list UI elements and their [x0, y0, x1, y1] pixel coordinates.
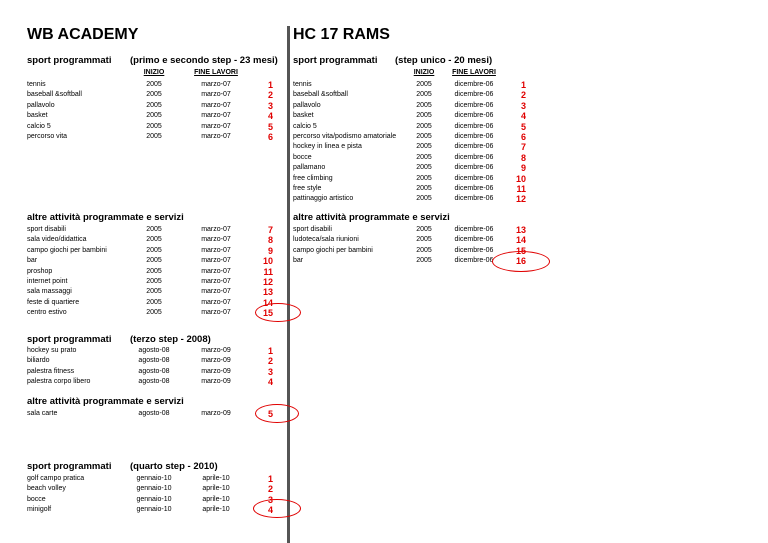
- table-row: [0, 225, 768, 235]
- item-number: 1: [267, 80, 273, 90]
- table-row: [0, 495, 768, 505]
- table-row: [0, 377, 768, 387]
- start-date: 2005: [416, 153, 432, 161]
- start-date: agosto-08: [138, 357, 170, 365]
- start-date: 2005: [416, 236, 432, 244]
- end-date: aprile-10: [202, 495, 230, 503]
- start-date: agosto-08: [138, 378, 170, 386]
- table-row: [0, 90, 768, 100]
- item-number: 10: [515, 173, 526, 184]
- start-date: gennaio-10: [136, 495, 172, 503]
- item-number: 5: [520, 121, 526, 132]
- activity-name: biliardo: [27, 357, 50, 365]
- item-number: 15: [262, 308, 273, 319]
- item-number: 4: [267, 377, 273, 388]
- start-date: 2005: [146, 122, 162, 130]
- table-row: [0, 174, 768, 184]
- table-row: [0, 308, 768, 318]
- start-date: 2005: [146, 267, 162, 275]
- end-date: dicembre-06: [454, 236, 494, 244]
- left-block2-heading: altre attività programmate e servizi: [27, 212, 184, 223]
- wb-academy-title: WB ACADEMY: [27, 26, 139, 43]
- table-row: [0, 367, 768, 377]
- item-number: 2: [267, 356, 273, 367]
- end-date: marzo-07: [201, 267, 231, 275]
- end-date: dicembre-06: [454, 101, 494, 109]
- start-date: 2005: [146, 81, 162, 88]
- hc17-rams-title: HC 17 RAMS: [293, 26, 390, 43]
- activity-name: sala video/didattica: [27, 236, 87, 244]
- activity-name: beach volley: [27, 485, 66, 493]
- item-number: 14: [262, 297, 273, 308]
- end-date: marzo-09: [201, 347, 231, 354]
- right-block2-heading: altre attività programmate e servizi: [293, 212, 450, 223]
- activity-name: sport disabili: [293, 226, 332, 233]
- right-block1-subheading: (step unico - 20 mesi): [395, 55, 493, 66]
- start-date: 2005: [416, 226, 432, 233]
- item-number: 7: [520, 142, 526, 153]
- table-row: [0, 256, 768, 266]
- item-number: 1: [520, 80, 526, 90]
- end-date: dicembre-06: [454, 122, 494, 130]
- activity-name: campo giochi per bambini: [293, 246, 373, 254]
- activity-name: baseball &softball: [27, 91, 82, 99]
- start-date: 2005: [416, 174, 432, 182]
- activity-name: basket: [293, 112, 314, 120]
- item-number: 4: [267, 111, 273, 122]
- start-date: 2005: [416, 164, 432, 172]
- end-date: marzo-07: [201, 298, 231, 306]
- activity-name: minigolf: [27, 506, 52, 514]
- table-row: [0, 356, 768, 366]
- item-number: 12: [515, 194, 526, 205]
- end-date: dicembre-06: [454, 112, 494, 120]
- item-number: 3: [267, 100, 273, 111]
- activity-name: bar: [293, 257, 304, 265]
- start-date: 2005: [146, 288, 162, 296]
- start-date: 2005: [416, 195, 432, 203]
- item-number: 4: [267, 505, 273, 516]
- item-number: 9: [520, 163, 526, 174]
- end-date: marzo-07: [201, 236, 231, 244]
- activity-name: percorso vita/podismo amatoriale: [293, 133, 397, 140]
- highlight-circle-4: [253, 499, 301, 518]
- start-date: gennaio-10: [136, 475, 172, 482]
- start-date: 2005: [146, 133, 162, 140]
- table-row: [0, 246, 768, 256]
- end-date: marzo-07: [201, 257, 231, 265]
- item-number: 15: [515, 245, 526, 256]
- left-block5-heading: sport programmati: [27, 461, 112, 472]
- start-date: 2005: [416, 133, 432, 140]
- left-block4-heading: altre attività programmate e servizi: [27, 396, 184, 407]
- activity-name: internet point: [27, 278, 68, 285]
- table-row: [0, 505, 768, 515]
- start-date: 2005: [146, 236, 162, 244]
- end-date: marzo-07: [201, 122, 231, 130]
- table-row: [0, 194, 768, 204]
- end-date: dicembre-06: [454, 257, 494, 265]
- activity-name: palestra corpo libero: [27, 378, 91, 386]
- activity-name: calcio 5: [293, 122, 317, 130]
- left-block5-subheading: (quarto step - 2010): [130, 461, 218, 472]
- activity-name: bocce: [27, 495, 46, 503]
- left-block1-subheading: (primo e secondo step - 23 mesi): [130, 55, 278, 66]
- activity-name: basket: [27, 112, 48, 120]
- table-row: [0, 132, 768, 142]
- start-date: 2005: [146, 91, 162, 99]
- activity-name: pallamano: [293, 164, 326, 172]
- highlight-circle-5: [255, 404, 299, 423]
- end-date: dicembre-06: [454, 226, 494, 233]
- table-row: [0, 111, 768, 121]
- start-date: 2005: [146, 298, 162, 306]
- end-date: dicembre-06: [454, 195, 494, 203]
- activity-name: bocce: [293, 153, 312, 161]
- table-row: [0, 474, 768, 484]
- item-number: 11: [516, 184, 526, 194]
- activity-name: hockey in linea e pista: [293, 143, 362, 151]
- item-number: 2: [520, 90, 526, 101]
- table-row: [0, 80, 768, 90]
- item-number: 13: [262, 287, 273, 298]
- activity-name: sala carte: [27, 410, 58, 417]
- item-number: 3: [520, 100, 526, 111]
- start-date: 2005: [416, 91, 432, 99]
- activity-name: palestra fitness: [27, 367, 75, 375]
- activity-name: pallavolo: [27, 101, 55, 109]
- item-number: 12: [262, 277, 273, 287]
- start-date: gennaio-10: [136, 506, 172, 514]
- table-row: [0, 142, 768, 152]
- left-block3-subheading: (terzo step - 2008): [130, 334, 211, 345]
- activity-name: baseball &softball: [293, 91, 348, 99]
- start-date: 2005: [416, 246, 432, 254]
- item-number: 5: [267, 409, 273, 419]
- activity-name: sala massaggi: [27, 288, 72, 296]
- table-row: [0, 277, 768, 287]
- item-number: 6: [520, 132, 526, 142]
- item-number: 5: [267, 121, 273, 132]
- item-number: 1: [267, 346, 273, 356]
- highlight-circle-16: [492, 251, 550, 272]
- start-date: gennaio-10: [136, 485, 172, 493]
- table-row: [0, 163, 768, 173]
- table-row: [0, 484, 768, 494]
- start-date: agosto-08: [138, 347, 170, 354]
- activity-name: pallavolo: [293, 101, 321, 109]
- start-date: agosto-08: [138, 367, 170, 375]
- item-number: 6: [267, 132, 273, 142]
- start-date: 2005: [146, 246, 162, 254]
- start-date: 2005: [146, 309, 162, 317]
- activity-name: free style: [293, 185, 322, 192]
- start-date: 2005: [146, 226, 162, 233]
- end-date: aprile-10: [202, 485, 230, 493]
- end-date: marzo-09: [201, 378, 231, 386]
- start-date: 2005: [416, 112, 432, 120]
- left-col-end-header: FINE LAVORI: [194, 69, 238, 76]
- end-date: marzo-07: [201, 133, 231, 140]
- left-block3-heading: sport programmati: [27, 334, 112, 345]
- end-date: aprile-10: [202, 506, 230, 514]
- table-row: [0, 267, 768, 277]
- item-number: 2: [267, 484, 273, 495]
- activity-name: percorso vita: [27, 133, 68, 140]
- table-row: [0, 184, 768, 194]
- end-date: dicembre-06: [454, 143, 494, 151]
- end-date: dicembre-06: [454, 133, 494, 140]
- item-number: 11: [263, 266, 273, 277]
- activity-name: bar: [27, 257, 38, 265]
- item-number: 1: [267, 474, 273, 484]
- table-row: [0, 409, 768, 419]
- start-date: 2005: [146, 112, 162, 120]
- end-date: dicembre-06: [454, 174, 494, 182]
- start-date: 2005: [146, 278, 162, 285]
- start-date: 2005: [416, 122, 432, 130]
- end-date: dicembre-06: [454, 185, 494, 192]
- table-row: [0, 287, 768, 297]
- start-date: 2005: [146, 257, 162, 265]
- item-number: 14: [515, 235, 526, 246]
- item-number: 3: [267, 494, 273, 505]
- item-number: 13: [515, 225, 526, 235]
- item-number: 10: [262, 256, 273, 267]
- end-date: marzo-09: [201, 410, 231, 417]
- right-block1-heading: sport programmati: [293, 55, 378, 66]
- left-block1-heading: sport programmati: [27, 55, 112, 66]
- activity-name: proshop: [27, 267, 53, 275]
- table-row: [0, 101, 768, 111]
- item-number: 9: [267, 245, 273, 256]
- table-row: [0, 298, 768, 308]
- table-row: [0, 346, 768, 356]
- end-date: marzo-07: [201, 226, 231, 233]
- activity-name: hockey su prato: [27, 347, 77, 354]
- table-row: [0, 122, 768, 132]
- item-number: 8: [520, 152, 526, 163]
- activity-name: ludoteca/sala riunioni: [293, 236, 359, 244]
- item-number: 7: [267, 225, 273, 235]
- right-col-start-header: INIZIO: [413, 69, 435, 76]
- item-number: 8: [267, 235, 273, 246]
- end-date: marzo-07: [201, 91, 231, 99]
- end-date: marzo-07: [201, 309, 231, 317]
- end-date: marzo-07: [201, 81, 231, 88]
- end-date: dicembre-06: [454, 153, 494, 161]
- right-col-end-header: FINE LAVORI: [452, 69, 496, 76]
- start-date: 2005: [146, 101, 162, 109]
- activity-name: pattinaggio artistico: [293, 195, 354, 203]
- activity-name: feste di quartiere: [27, 298, 80, 306]
- end-date: marzo-09: [201, 367, 231, 375]
- end-date: dicembre-06: [454, 164, 494, 172]
- end-date: marzo-07: [201, 288, 231, 296]
- end-date: dicembre-06: [454, 91, 494, 99]
- end-date: dicembre-06: [454, 81, 494, 88]
- end-date: marzo-07: [201, 246, 231, 254]
- activity-name: free climbing: [293, 174, 333, 182]
- item-number: 4: [520, 111, 526, 122]
- activity-name: tennis: [293, 81, 312, 88]
- end-date: aprile-10: [202, 475, 230, 482]
- end-date: dicembre-06: [454, 246, 494, 254]
- highlight-circle-15: [255, 303, 301, 322]
- activity-name: campo giochi per bambini: [27, 246, 107, 254]
- start-date: 2005: [416, 81, 432, 88]
- table-row: [0, 235, 768, 245]
- activity-name: tennis: [27, 81, 46, 88]
- table-row: [0, 153, 768, 163]
- left-col-start-header: INIZIO: [143, 69, 165, 76]
- start-date: 2005: [416, 143, 432, 151]
- activity-name: calcio 5: [27, 122, 51, 130]
- end-date: marzo-07: [201, 112, 231, 120]
- start-date: 2005: [416, 101, 432, 109]
- item-number: 3: [267, 366, 273, 377]
- end-date: marzo-07: [201, 278, 231, 285]
- item-number: 2: [267, 90, 273, 101]
- start-date: 2005: [416, 257, 432, 265]
- activity-name: golf campo pratica: [27, 475, 85, 482]
- activity-name: centro estivo: [27, 309, 67, 317]
- activity-name: sport disabili: [27, 226, 66, 233]
- end-date: marzo-09: [201, 357, 231, 365]
- item-number: 16: [515, 256, 526, 267]
- start-date: 2005: [416, 185, 432, 192]
- end-date: marzo-07: [201, 101, 231, 109]
- start-date: agosto-08: [138, 410, 170, 417]
